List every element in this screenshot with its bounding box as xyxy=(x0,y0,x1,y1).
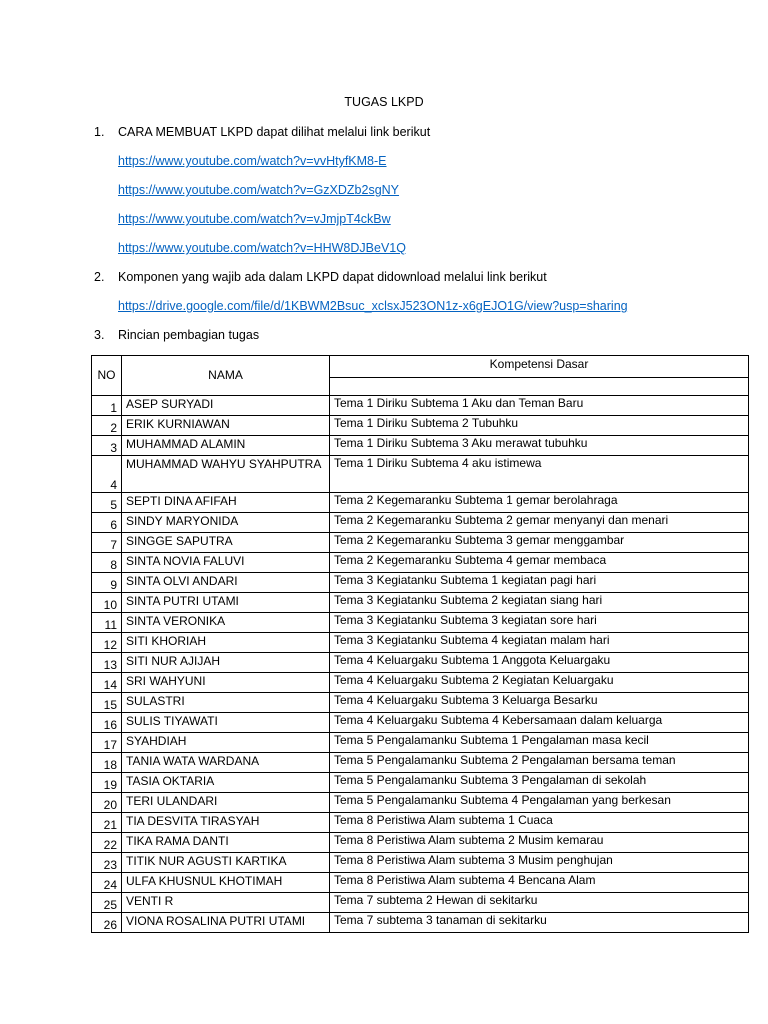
table-row xyxy=(92,833,749,853)
table-row xyxy=(92,773,749,793)
row-number: 19 xyxy=(92,773,122,793)
row-number: 17 xyxy=(92,733,122,753)
row-kompetensi-dasar: Tema 7 subtema 3 tanaman di sekitarku xyxy=(330,913,749,933)
table-row xyxy=(92,753,749,773)
table-row xyxy=(92,513,749,533)
row-kompetensi-dasar: Tema 4 Keluargaku Subtema 1 Anggota Keluargaku xyxy=(330,653,749,673)
table-body xyxy=(92,396,749,933)
row-nama: SINTA NOVIA FALUVI xyxy=(122,553,330,573)
row-kompetensi-dasar: Tema 3 Kegiatanku Subtema 2 kegiatan siang hari xyxy=(330,593,749,613)
row-number: 8 xyxy=(92,553,122,573)
row-kompetensi-dasar: Tema 1 Diriku Subtema 2 Tubuhku xyxy=(330,416,749,436)
row-number: 26 xyxy=(92,913,122,933)
drive-link[interactable]: https://drive.google.com/file/d/1KBWM2Bsuc_xclsxJ523ON1z-x6gEJO1G/view?usp=sharing xyxy=(118,299,628,313)
header-kompetensi-dasar: Kompetensi Dasar xyxy=(330,356,749,378)
table-row xyxy=(92,396,749,416)
row-number: 18 xyxy=(92,753,122,773)
section-3-number: 3. xyxy=(94,328,105,342)
row-number: 12 xyxy=(92,633,122,653)
document-title: TUGAS LKPD xyxy=(344,95,424,109)
table-row xyxy=(92,713,749,733)
row-number: 20 xyxy=(92,793,122,813)
row-nama: MUHAMMAD ALAMIN xyxy=(122,436,330,456)
row-kompetensi-dasar: Tema 2 Kegemaranku Subtema 4 gemar membaca xyxy=(330,553,749,573)
header-kompetensi-dasar-sub xyxy=(330,378,749,396)
youtube-link-1[interactable]: https://www.youtube.com/watch?v=vvHtyfKM8-E xyxy=(118,154,387,168)
row-nama: SINTA VERONIKA xyxy=(122,613,330,633)
row-nama: SINTA OLVI ANDARI xyxy=(122,573,330,593)
row-nama: SITI NUR AJIJAH xyxy=(122,653,330,673)
row-nama: VIONA ROSALINA PUTRI UTAMI xyxy=(122,913,330,933)
table-row xyxy=(92,913,749,933)
row-kompetensi-dasar: Tema 4 Keluargaku Subtema 3 Keluarga Besarku xyxy=(330,693,749,713)
table-row xyxy=(92,613,749,633)
section-1-number: 1. xyxy=(94,125,105,139)
row-number: 3 xyxy=(92,436,122,456)
table-row xyxy=(92,693,749,713)
row-kompetensi-dasar: Tema 8 Peristiwa Alam subtema 1 Cuaca xyxy=(330,813,749,833)
row-nama: ASEP SURYADI xyxy=(122,396,330,416)
row-kompetensi-dasar: Tema 2 Kegemaranku Subtema 3 gemar menggambar xyxy=(330,533,749,553)
row-nama: SINDY MARYONIDA xyxy=(122,513,330,533)
table-row xyxy=(92,573,749,593)
table-row xyxy=(92,533,749,553)
row-nama: TANIA WATA WARDANA xyxy=(122,753,330,773)
row-number: 4 xyxy=(92,456,122,493)
header-nama: NAMA xyxy=(122,356,330,396)
row-number: 10 xyxy=(92,593,122,613)
row-number: 22 xyxy=(92,833,122,853)
table-row xyxy=(92,813,749,833)
row-kompetensi-dasar: Tema 5 Pengalamanku Subtema 4 Pengalaman yang berkesan xyxy=(330,793,749,813)
youtube-link-4[interactable]: https://www.youtube.com/watch?v=HHW8DJBeV1Q xyxy=(118,241,406,255)
table-row xyxy=(92,436,749,456)
row-kompetensi-dasar: Tema 3 Kegiatanku Subtema 1 kegiatan pagi hari xyxy=(330,573,749,593)
row-nama: VENTI R xyxy=(122,893,330,913)
row-kompetensi-dasar: Tema 8 Peristiwa Alam subtema 4 Bencana Alam xyxy=(330,873,749,893)
row-nama: SITI KHORIAH xyxy=(122,633,330,653)
table-row xyxy=(92,793,749,813)
section-2-number: 2. xyxy=(94,270,105,284)
table-row xyxy=(92,673,749,693)
row-number: 25 xyxy=(92,893,122,913)
row-kompetensi-dasar: Tema 4 Keluargaku Subtema 4 Kebersamaan dalam keluarga xyxy=(330,713,749,733)
row-kompetensi-dasar: Tema 8 Peristiwa Alam subtema 3 Musim penghujan xyxy=(330,853,749,873)
table-row xyxy=(92,633,749,653)
row-nama: TIKA RAMA DANTI xyxy=(122,833,330,853)
row-nama: TIA DESVITA TIRASYAH xyxy=(122,813,330,833)
youtube-link-2[interactable]: https://www.youtube.com/watch?v=GzXDZb2sgNY xyxy=(118,183,400,197)
row-nama: SINTA PUTRI UTAMI xyxy=(122,593,330,613)
row-kompetensi-dasar: Tema 5 Pengalamanku Subtema 2 Pengalaman bersama teman xyxy=(330,753,749,773)
table-row xyxy=(92,553,749,573)
table-row xyxy=(92,893,749,913)
row-kompetensi-dasar: Tema 1 Diriku Subtema 1 Aku dan Teman Baru xyxy=(330,396,749,416)
row-kompetensi-dasar: Tema 3 Kegiatanku Subtema 3 kegiatan sore hari xyxy=(330,613,749,633)
row-nama: MUHAMMAD WAHYU SYAHPUTRA xyxy=(122,456,330,493)
row-number: 5 xyxy=(92,493,122,513)
row-nama: TASIA OKTARIA xyxy=(122,773,330,793)
row-kompetensi-dasar: Tema 1 Diriku Subtema 4 aku istimewa xyxy=(330,456,749,493)
row-kompetensi-dasar: Tema 2 Kegemaranku Subtema 2 gemar menyanyi dan menari xyxy=(330,513,749,533)
row-kompetensi-dasar: Tema 2 Kegemaranku Subtema 1 gemar berolahraga xyxy=(330,493,749,513)
row-nama: ULFA KHUSNUL KHOTIMAH xyxy=(122,873,330,893)
row-number: 1 xyxy=(92,396,122,416)
row-number: 9 xyxy=(92,573,122,593)
row-number: 21 xyxy=(92,813,122,833)
section-2-text: Komponen yang wajib ada dalam LKPD dapat didownload melalui link berikut xyxy=(118,270,547,284)
row-number: 15 xyxy=(92,693,122,713)
row-kompetensi-dasar: Tema 8 Peristiwa Alam subtema 2 Musim kemarau xyxy=(330,833,749,853)
assignment-table xyxy=(91,355,749,933)
row-kompetensi-dasar: Tema 5 Pengalamanku Subtema 3 Pengalaman di sekolah xyxy=(330,773,749,793)
row-nama: SULIS TIYAWATI xyxy=(122,713,330,733)
youtube-link-3[interactable]: https://www.youtube.com/watch?v=vJmjpT4ckBw xyxy=(118,212,391,226)
section-3-text: Rincian pembagian tugas xyxy=(118,328,260,342)
row-number: 14 xyxy=(92,673,122,693)
row-number: 23 xyxy=(92,853,122,873)
row-nama: ERIK KURNIAWAN xyxy=(122,416,330,436)
row-nama: SRI WAHYUNI xyxy=(122,673,330,693)
table-row xyxy=(92,873,749,893)
row-kompetensi-dasar: Tema 4 Keluargaku Subtema 2 Kegiatan Keluargaku xyxy=(330,673,749,693)
row-nama: TERI ULANDARI xyxy=(122,793,330,813)
table-row xyxy=(92,416,749,436)
row-kompetensi-dasar: Tema 5 Pengalamanku Subtema 1 Pengalaman masa kecil xyxy=(330,733,749,753)
row-number: 16 xyxy=(92,713,122,733)
row-kompetensi-dasar: Tema 1 Diriku Subtema 3 Aku merawat tubuhku xyxy=(330,436,749,456)
row-number: 11 xyxy=(92,613,122,633)
header-no: NO xyxy=(92,356,122,396)
table-row xyxy=(92,493,749,513)
table-row xyxy=(92,653,749,673)
table-row xyxy=(92,733,749,753)
row-kompetensi-dasar: Tema 3 Kegiatanku Subtema 4 kegiatan malam hari xyxy=(330,633,749,653)
row-nama: SINGGE SAPUTRA xyxy=(122,533,330,553)
table-row xyxy=(92,456,749,493)
section-1-text: CARA MEMBUAT LKPD dapat dilihat melalui link berikut xyxy=(118,125,431,139)
table-row xyxy=(92,853,749,873)
row-nama: TITIK NUR AGUSTI KARTIKA xyxy=(122,853,330,873)
row-kompetensi-dasar: Tema 7 subtema 2 Hewan di sekitarku xyxy=(330,893,749,913)
row-number: 7 xyxy=(92,533,122,553)
row-nama: SULASTRI xyxy=(122,693,330,713)
row-nama: SYAHDIAH xyxy=(122,733,330,753)
table-row xyxy=(92,593,749,613)
row-number: 6 xyxy=(92,513,122,533)
row-number: 13 xyxy=(92,653,122,673)
row-number: 2 xyxy=(92,416,122,436)
row-number: 24 xyxy=(92,873,122,893)
row-nama: SEPTI DINA AFIFAH xyxy=(122,493,330,513)
